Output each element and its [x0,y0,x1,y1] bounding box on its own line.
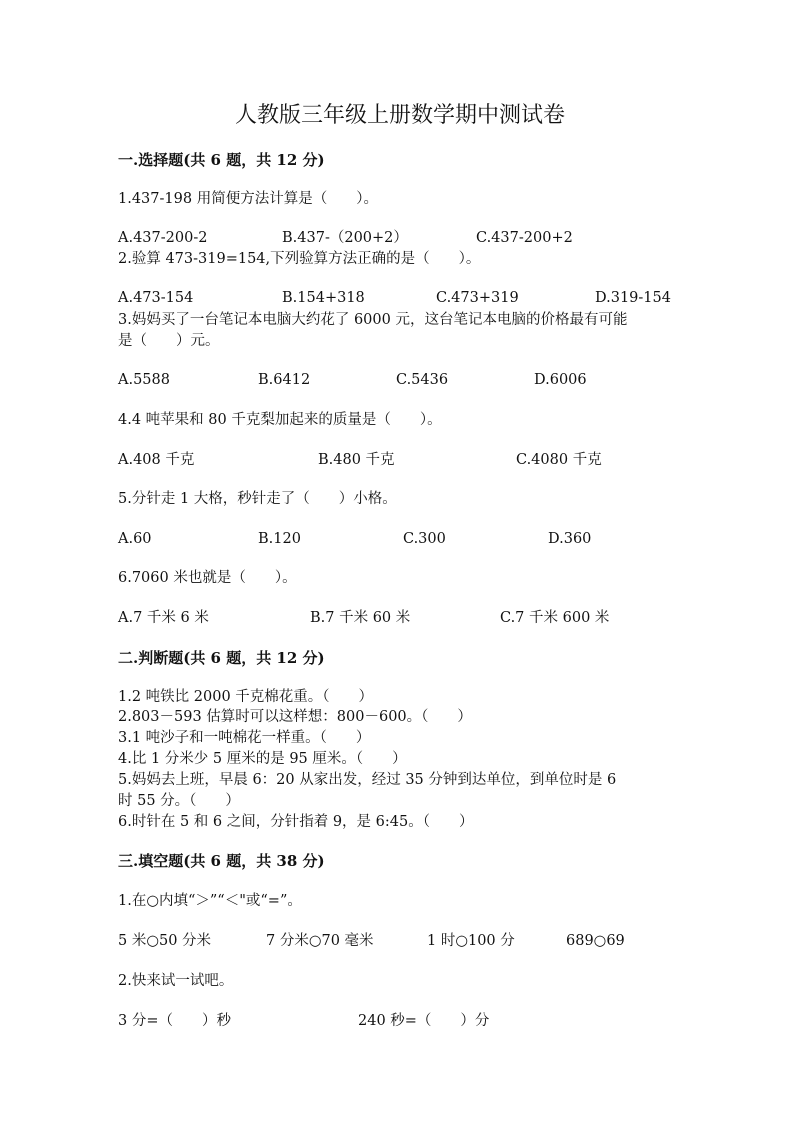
option-d: D.6006 [534,372,587,388]
question-stem: 6.7060 米也就是（ ）。 [118,570,297,586]
section-heading-fill-blank: 三.填空题(共 6 题，共 38 分) [118,852,325,870]
judgement-item: 6.时针在 5 和 6 之间，分针指着 9，是 6:45。（ ） [118,814,474,830]
judgement-item: 4.比 1 分米少 5 厘米的是 95 厘米。（ ） [118,751,407,767]
question-stem: 5.分针走 1 大格，秒针走了（ ）小格。 [118,491,397,507]
question-stem-continued: 是（ ）元。 [118,333,220,349]
judgement-item: 1.2 吨铁比 2000 千克棉花重。（ ） [118,689,374,705]
judgement-item: 2.803－593 估算时可以这样想：800－600。（ ） [118,709,472,725]
option-b: B.6412 [258,372,311,388]
option-d: D.319-154 [595,290,671,306]
option-a: A.408 千克 [118,452,195,468]
page-title: 人教版三年级上册数学期中测试卷 [234,103,565,128]
section-heading-choice: 一.选择题(共 6 题，共 12 分) [118,151,325,169]
fill-item: 689○69 [566,933,625,949]
option-c: C.7 千米 600 米 [500,610,610,626]
question-stem: 4.4 吨苹果和 80 千克梨加起来的质量是（ ）。 [118,412,442,428]
fill-item: 3 分=（ ）秒 [118,1013,231,1029]
option-b: B.120 [258,531,301,547]
option-a: A.5588 [118,372,170,388]
option-a: A.437-200-2 [118,230,208,246]
fill-item: 1 时○100 分 [427,933,515,949]
question-stem: 3.妈妈买了一台笔记本电脑大约花了 6000 元，这台笔记本电脑的价格最有可能 [118,312,628,328]
option-b: B.154+318 [282,290,365,306]
option-b: B.437-（200+2） [282,230,408,246]
option-c: C.4080 千克 [516,452,602,468]
option-c: C.473+319 [436,290,519,306]
option-a: A.7 千米 6 米 [118,610,209,626]
option-b: B.480 千克 [318,452,395,468]
question-stem: 2.快来试一试吧。 [118,973,234,989]
fill-item: 5 米○50 分米 [118,933,212,949]
option-c: C.437-200+2 [476,230,573,246]
option-a: A.60 [118,531,152,547]
option-c: C.300 [403,531,446,547]
option-c: C.5436 [396,372,449,388]
option-b: B.7 千米 60 米 [310,610,411,626]
judgement-item: 5.妈妈去上班，早晨 6：20 从家出发，经过 35 分钟到达单位，到单位时是 6 [118,772,617,788]
question-stem: 1.437-198 用简便方法计算是（ ）。 [118,191,378,207]
fill-item: 7 分米○70 毫米 [266,933,374,949]
judgement-item-continued: 时 55 分。（ ） [118,793,240,809]
option-a: A.473-154 [118,290,194,306]
option-d: D.360 [548,531,592,547]
question-stem: 1.在○内填“＞”“＜"或“=”。 [118,893,302,909]
fill-item: 240 秒=（ ）分 [358,1013,490,1029]
question-stem: 2.验算 473-319=154,下列验算方法正确的是（ ）。 [118,251,481,267]
section-heading-judgement: 二.判断题(共 6 题，共 12 分) [118,649,325,667]
judgement-item: 3.1 吨沙子和一吨棉花一样重。（ ） [118,730,371,746]
